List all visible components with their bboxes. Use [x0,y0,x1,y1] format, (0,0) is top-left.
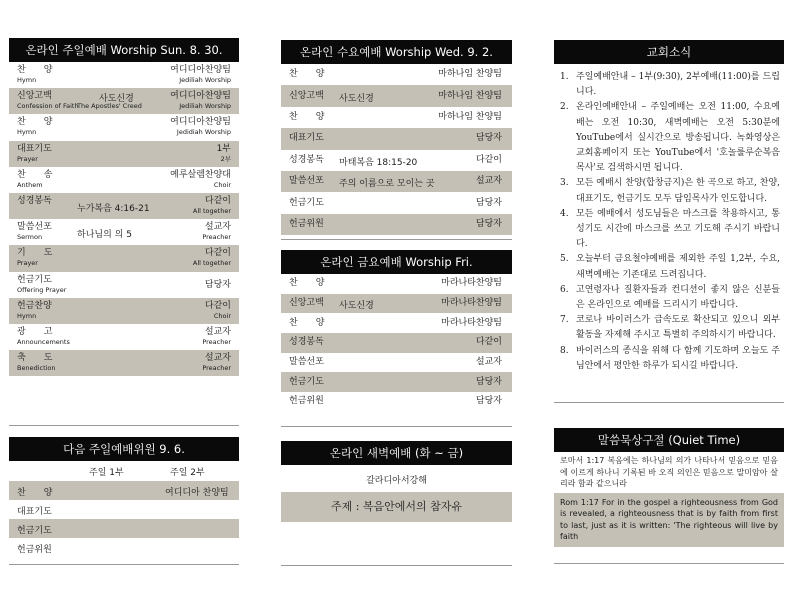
item-label: 대표기도 [17,143,52,154]
item-label: 성경봉독 [289,154,324,165]
news-item-text: 고연령자나 질환자들과 컨디션이 좋지 않은 신분들은 온라인으로 예배를 드리시기 바랍니다. [576,284,780,311]
sunday-order-row [9,167,239,193]
dawn-worship-title: 온라인 새벽예배 (화 ~ 금) [281,441,512,465]
item-leader: 담당자 [475,396,502,407]
friday-worship-section [281,250,512,412]
item-leader: 다같이 [475,337,502,348]
item-leader: 담당자 [204,279,231,290]
item-label: 축 도 [17,353,53,364]
wednesday-order-row [281,192,512,213]
news-item-number: 8. [560,345,569,356]
item-label-en: Hymn [17,128,37,137]
next-sunday-title: 다음 주일예배위원 9. 6. [9,437,239,461]
news-item [560,344,780,374]
news-item-text: 주일예배안내 – 1부(9:30), 2부예배(11:00)를 드립니다. [576,72,780,98]
sunday-order-row [9,350,239,376]
divider [281,426,512,427]
item-label-en: Hymn [17,311,37,320]
item-leader: 담당자 [475,133,502,144]
item-leader: 예루살렘찬양대 [170,169,231,180]
committee-role: 헌금기도 [17,526,52,536]
item-detail: 하나님의 의 5 [77,230,132,241]
committee-role: 대표기도 [17,507,52,517]
item-leader: 여디디아찬양팀 [170,65,231,75]
item-label: 성경봉독 [289,337,324,348]
item-label-en: Benediction [17,364,56,373]
item-leader: 담당자 [475,218,502,229]
news-item-number: 1. [560,72,569,82]
col-header-first: 주일 1부 [89,468,124,478]
item-leader-en: Jedidiah Worship [176,128,231,137]
item-leader: 마하나임 찬양팀 [438,69,502,80]
quiet-time-title: 말씀묵상구절 (Quiet Time) [554,428,784,452]
item-leader: 다같이 [475,154,502,165]
item-label: 찬 양 [289,69,325,80]
friday-order-row [281,274,512,294]
item-label: 찬 송 [17,169,53,180]
wednesday-order-row [281,128,512,149]
item-leader: 설교자 [475,357,502,368]
item-label: 신앙고백 [17,91,52,102]
divider [554,402,784,403]
item-leader-en: Preacher [202,337,231,346]
wednesday-order-list [281,64,512,235]
item-label: 헌금기도 [17,274,52,285]
divider [281,239,512,240]
sunday-order-row [9,193,239,219]
friday-order-row [281,333,512,353]
church-news-list [554,70,784,374]
news-item-text: 모든 예배에서 성도님들은 마스크를 착용하시고, 통성기도 시간에 마스크를 쓰고 기도해 주시기 바랍니다. [576,208,780,250]
item-label: 찬 양 [17,65,53,75]
sunday-order-row [9,324,239,350]
item-leader-en: Jediliah Worship [179,76,231,84]
committee-role: 헌금위원 [17,545,52,555]
item-leader: 마하나임 찬양팀 [438,90,502,101]
news-item [560,313,780,343]
friday-order-row [281,372,512,392]
item-label-en: Offering Prayer [17,285,67,294]
item-leader: 다같이 [204,195,231,206]
committee-row [9,500,239,519]
item-leader: 마라나타찬양팀 [441,278,502,289]
committee-row [9,538,239,557]
item-label-en: Announcements [17,337,70,346]
dawn-book: 갈라디아서강해 [366,476,427,486]
sunday-order-row [9,88,239,114]
item-label: 성경봉독 [17,195,52,206]
item-leader-en: Choir [213,311,231,320]
sunday-order-row [9,219,239,245]
friday-order-row [281,392,512,412]
sunday-order-list [9,62,239,376]
item-leader: 1부 [216,143,231,154]
church-news-section [554,40,784,374]
divider [281,565,512,566]
friday-order-row [281,353,512,373]
wednesday-order-row [281,150,512,171]
friday-order-row [281,313,512,333]
news-item [560,70,780,100]
item-leader-en: Preacher [202,233,231,242]
item-leader: 담당자 [475,376,502,387]
wednesday-worship-section [281,40,512,235]
item-label: 기 도 [17,248,53,259]
item-leader-en: Preacher [202,364,231,373]
news-item-number: 5. [560,254,569,265]
wednesday-order-row [281,171,512,192]
dawn-theme: 주제 : 복음안에서의 참자유 [281,492,512,522]
item-leader: 다같이 [204,248,231,259]
news-item-number: 4. [560,208,569,219]
quiet-time-section [554,428,784,547]
col-header-second: 주일 2부 [170,468,205,478]
item-leader-en: All together [192,206,231,215]
item-label: 헌금기도 [289,197,324,208]
item-leader-en: Choir [213,180,231,189]
item-label: 찬 양 [289,317,325,328]
item-detail: 누가복음 4:16-21 [77,203,150,214]
wednesday-order-row [281,64,512,85]
news-item [560,283,780,313]
divider [9,425,239,426]
news-item-number: 7. [560,315,569,326]
item-leader: 설교자 [475,176,502,187]
committee-row [9,481,239,500]
item-label: 헌금찬양 [17,300,52,311]
news-item [560,252,780,282]
news-item-text: 바이러스의 종식을 위해 다 함께 기도하며 오늘도 주님안에서 평안한 하루가 되시길 바랍니다. [576,345,780,371]
item-label: 헌금기도 [289,376,324,387]
item-label-en: Sermon [17,233,43,242]
committee-row [9,519,239,538]
item-label-en: Anthem [17,180,43,189]
sunday-order-row [9,114,239,140]
item-label: 찬 양 [17,117,53,128]
news-item-text: 오늘부터 금요철야예배를 제외한 주일 1,2부, 수요, 새벽예배는 기존대로 드려집니다. [576,254,780,280]
divider [9,564,239,565]
quiet-time-korean: 로마서 1:17 복음에는 하나님의 의가 나타나서 믿음으로 믿음에 이르게 하나니 기록된 바 오직 의인은 믿음으로 말미암아 살리라 함과 같으니라 [560,456,778,488]
friday-order-row [281,294,512,314]
item-leader: 마하나임 찬양팀 [438,111,502,122]
sunday-order-row [9,62,239,88]
item-leader: 마라나타찬양팀 [441,317,502,328]
item-label: 말씀선포 [289,357,324,368]
quiet-time-english: Rom 1:17 For in the gospel a righteousness from God is revealed, a righteousness that is by faith from first to last, just as it is written: 'The righteous will live by faith [554,493,784,547]
friday-worship-title: 온라인 금요예배 Worship Fri. [281,250,512,274]
church-news-title: 교회소식 [554,40,784,64]
wednesday-order-row [281,214,512,235]
item-label: 신앙고백 [289,297,324,308]
wednesday-worship-title: 온라인 수요예배 Worship Wed. 9. 2. [281,40,512,64]
item-detail: 주의 이름으로 모이는 곳 [339,179,435,190]
item-leader: 마라나타찬양팀 [441,297,502,308]
next-sunday-header-row [9,461,239,481]
item-detail: 사도신경 [339,300,374,311]
committee-role: 찬 양 [17,488,53,498]
news-item-text: 코로나 바이러스가 급속도로 확산되고 있으니 외부활동을 자제해 주시고 특별히 주의하시기 바랍니다. [576,315,780,341]
item-leader: 설교자 [204,222,231,233]
item-label-en: Hymn [17,76,37,84]
item-leader-en: All together [192,259,231,268]
item-label: 헌금위원 [289,218,324,229]
item-label: 헌금위원 [289,396,324,407]
sunday-order-row [9,245,239,271]
item-label: 신앙고백 [289,90,324,101]
news-item-number: 2. [560,102,569,113]
item-leader: 담당자 [475,197,502,208]
item-label: 말씀선포 [17,222,52,233]
news-item [560,176,780,206]
next-sunday-list [9,481,239,557]
item-leader: 여디디아찬양팀 [170,117,231,128]
sunday-worship-title: 온라인 주일예배 Worship Sun. 8. 30. [9,38,239,62]
sunday-order-row [9,141,239,167]
news-item-text: 모든 예배시 찬양(합창금지)은 한 곡으로 하고, 찬양, 대표기도, 헌금기도 모두 담임목사가 인도합니다. [576,178,780,204]
item-detail-en: The Apostles' Creed [77,102,142,111]
item-label: 대표기도 [289,133,324,144]
news-item-text: 온라인예배안내 – 주일예배는 오전 11:00, 수요예배는 오전 10:30, 새벽예배는 오전 5:30분에 YouTube에서 실시간으로 방송됩니다. 녹화영상은 교회홈페이지 또는 YouTube에서 '호놀룰루순복음목사'로 검색하시면 됩니다. [576,102,780,174]
sunday-order-row [9,298,239,324]
item-leader-en: 2부 [220,154,231,163]
item-detail: 마태복음 18:15-20 [339,157,418,168]
item-leader: 여디디아찬양팀 [170,91,231,102]
item-leader-en: Jediliah Worship [179,102,231,111]
wednesday-order-row [281,107,512,128]
dawn-worship-section [281,441,512,522]
sunday-order-row [9,272,239,298]
item-detail: 사도신경 [339,93,374,104]
wednesday-order-row [281,85,512,106]
item-label: 찬 양 [289,111,325,122]
item-leader: 다같이 [204,300,231,311]
item-label: 말씀선포 [289,176,324,187]
news-item [560,207,780,253]
item-label: 찬 양 [289,278,325,289]
item-label: 광 고 [17,326,53,337]
friday-order-list [281,274,512,412]
news-item-number: 3. [560,178,569,189]
item-detail: 사도신경 [99,94,134,105]
item-leader: 설교자 [204,353,231,364]
next-sunday-section [9,437,239,557]
item-label-en: Prayer [17,154,38,163]
item-label-en: Confession of Faith [17,102,79,111]
sunday-worship-section [9,38,239,376]
item-leader: 설교자 [204,326,231,337]
committee-member: 여디디아 찬양팀 [165,488,229,498]
news-item [560,100,780,176]
news-item-number: 6. [560,284,569,295]
item-label-en: Prayer [17,259,38,268]
divider [554,563,784,564]
